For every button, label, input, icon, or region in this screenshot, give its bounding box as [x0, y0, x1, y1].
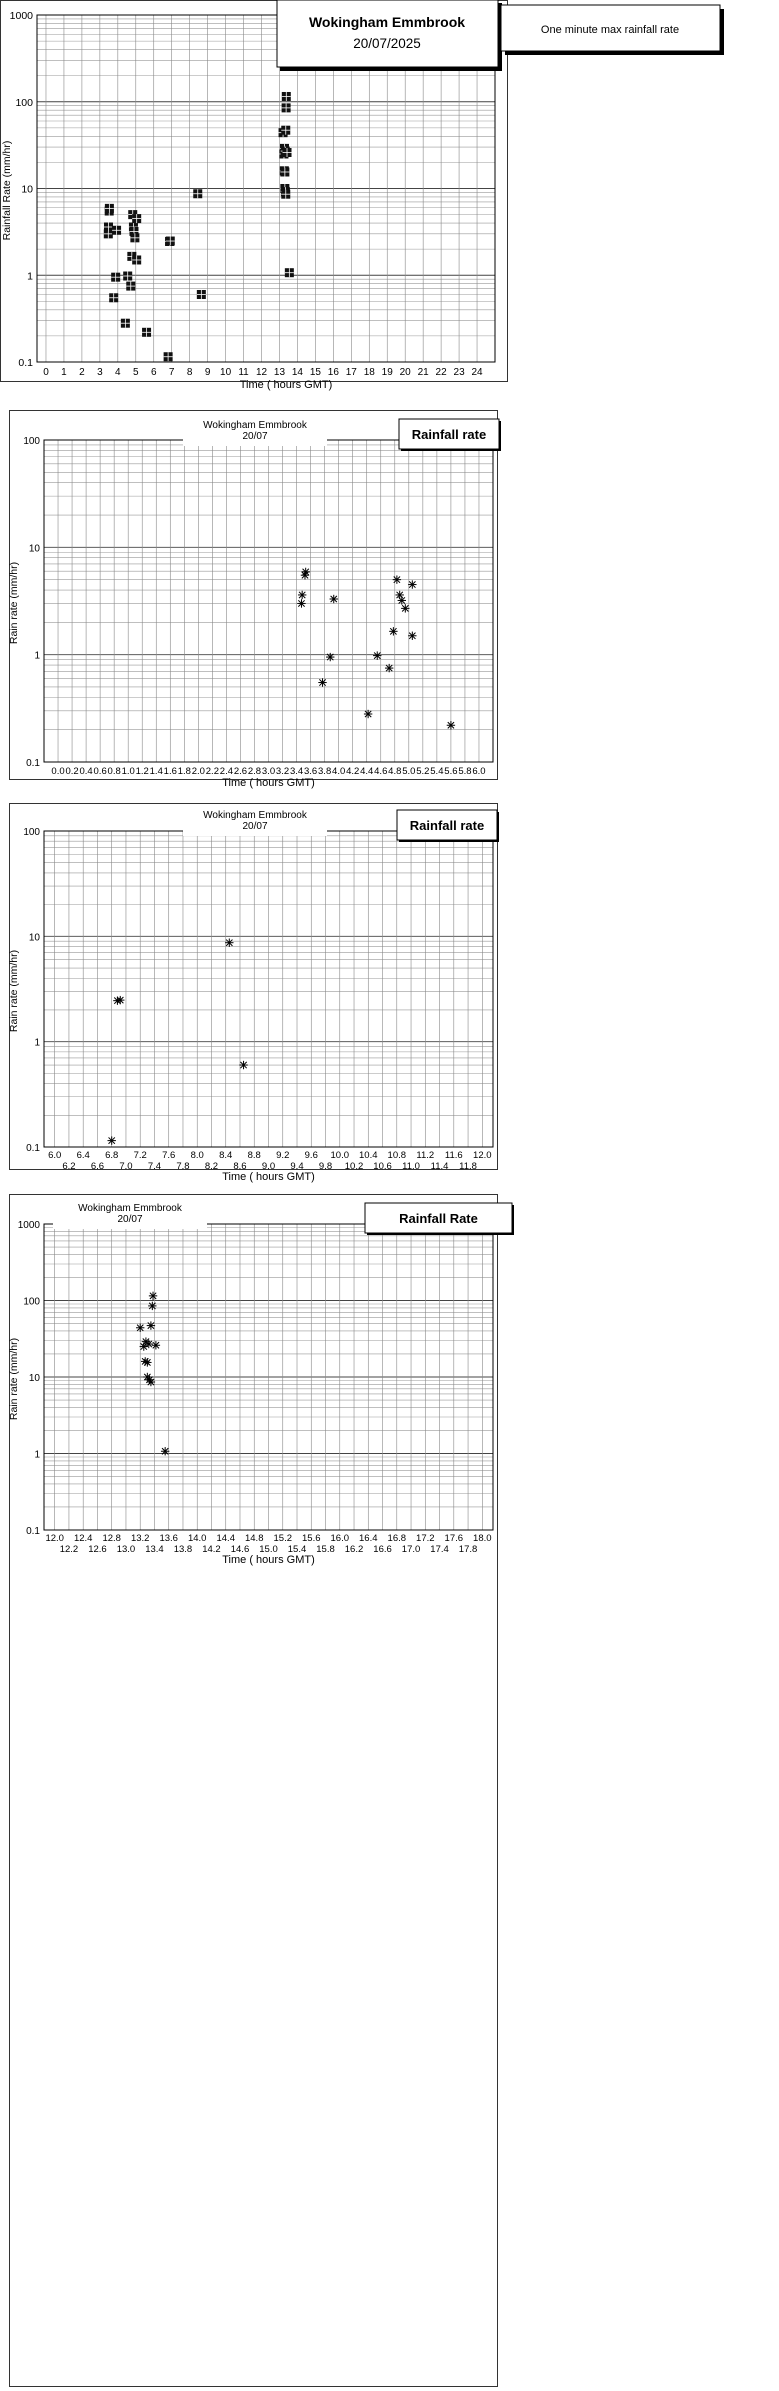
x-tick-label: 2.0: [191, 766, 205, 777]
x-tick-label: 8.2: [204, 1161, 219, 1172]
x-tick-label: 16.6: [373, 1544, 392, 1555]
x-tick-label: 2.4: [219, 766, 234, 777]
legend-box: [501, 5, 724, 55]
x-tick-label: 0.6: [93, 766, 107, 777]
date-label: 20/07: [242, 431, 268, 442]
x-tick-label: 11.0: [402, 1161, 420, 1172]
data-point: [389, 627, 397, 635]
x-tick-label: 10.2: [344, 1161, 364, 1172]
data-point: [142, 328, 151, 337]
data-point: [398, 596, 406, 604]
x-tick-label: 16.2: [344, 1544, 364, 1555]
x-axis-label: Time ( hours GMT): [222, 1171, 315, 1183]
x-tick-label: 16.4: [359, 1533, 378, 1544]
x-tick-label: 3: [97, 367, 103, 378]
chart-title: Rainfall rate: [411, 427, 487, 442]
data-point: [408, 632, 416, 640]
chart-title: Wokingham Emmbrook: [308, 14, 466, 30]
data-point: [121, 319, 130, 328]
date-label: 20/07: [117, 1214, 143, 1225]
x-tick-label: 2.8: [247, 766, 262, 777]
y-tick-label: 10: [28, 932, 40, 944]
x-tick-label: 14.0: [187, 1533, 207, 1544]
x-tick-label: 2: [79, 367, 85, 378]
data-point: [161, 1447, 169, 1455]
x-tick-label: 0.4: [79, 766, 93, 777]
x-tick-label: 18.0: [473, 1533, 492, 1544]
x-tick-label: 17.8: [458, 1544, 478, 1555]
data-point: [298, 591, 306, 599]
data-point: [132, 214, 141, 223]
data-point: [148, 1302, 156, 1310]
title-background: [277, 0, 498, 67]
x-tick-label: 20: [399, 367, 411, 378]
data-point: [147, 1378, 155, 1386]
x-tick-label: 4.4: [360, 766, 374, 777]
data-point: [385, 664, 393, 672]
chart-3: [8, 804, 499, 1184]
x-tick-label: 7.2: [133, 1150, 147, 1161]
x-tick-label: 5.2: [416, 766, 430, 777]
x-tick-label: 5: [133, 367, 139, 378]
x-tick-label: 11.8: [459, 1161, 477, 1172]
x-tick-label: 14.8: [244, 1533, 264, 1544]
x-tick-label: 0: [43, 367, 49, 378]
x-tick-label: 6: [150, 367, 157, 378]
x-tick-label: 10.6: [373, 1161, 392, 1172]
x-tick-label: 14.6: [230, 1544, 250, 1555]
chart-subtitle: 20/07/2025: [353, 36, 421, 51]
x-tick-label: 15.0: [259, 1544, 278, 1555]
x-tick-label: 13: [273, 367, 286, 378]
station-label: Wokingham Emmbrook: [78, 1203, 182, 1214]
x-tick-label: 12.0: [45, 1533, 64, 1544]
x-tick-label: 8.4: [219, 1150, 233, 1161]
x-tick-label: 15.8: [316, 1544, 335, 1555]
x-tick-label: 9.6: [304, 1150, 318, 1161]
x-tick-label: 1.8: [177, 766, 191, 777]
data-point: [301, 568, 309, 576]
data-point: [393, 575, 401, 583]
data-point: [281, 126, 290, 135]
data-point: [108, 1136, 116, 1144]
data-point: [126, 282, 135, 291]
x-tick-label: 24: [471, 367, 483, 378]
x-tick-label: 8.0: [190, 1150, 204, 1161]
data-point: [166, 237, 175, 246]
y-tick-label: 1000: [9, 10, 33, 22]
y-tick-label: 10: [28, 1373, 40, 1384]
x-tick-label: 21: [417, 367, 429, 378]
y-tick-label: 100: [23, 1296, 40, 1308]
data-point: [282, 92, 291, 101]
x-tick-label: 4.8: [388, 766, 402, 777]
x-tick-label: 15.4: [287, 1544, 307, 1555]
x-tick-label: 1.6: [163, 766, 177, 777]
data-point: [112, 226, 121, 235]
x-tick-label: 14: [291, 367, 303, 378]
data-point: [326, 653, 334, 661]
data-point: [239, 1061, 247, 1069]
x-tick-label: 5.0: [402, 766, 416, 777]
x-tick-label: 6.4: [76, 1150, 90, 1161]
title-box: [397, 810, 499, 842]
y-tick-label: 1: [34, 650, 40, 662]
station-label: Wokingham Emmbrook: [203, 810, 307, 821]
data-point: [143, 1358, 151, 1366]
data-point: [447, 721, 455, 729]
data-point: [408, 580, 416, 588]
chart-2: [8, 411, 501, 790]
date-label: 20/07: [242, 821, 268, 832]
x-tick-label: 3.4: [289, 766, 304, 777]
x-tick-label: 1.0: [121, 766, 135, 777]
x-tick-label: 4.6: [374, 766, 388, 777]
data-point: [145, 1340, 153, 1348]
x-tick-label: 6.0: [472, 766, 486, 777]
x-tick-label: 16.0: [330, 1533, 350, 1544]
x-tick-label: 19: [381, 367, 393, 378]
x-tick-label: 9: [204, 367, 211, 378]
y-tick-label: 100: [15, 96, 33, 109]
data-point: [152, 1341, 160, 1349]
data-point: [297, 599, 305, 607]
data-point: [280, 167, 289, 176]
y-tick-label: 1: [27, 270, 33, 283]
y-tick-label: 10: [21, 183, 33, 196]
data-point: [401, 604, 409, 612]
x-tick-label: 12.4: [73, 1533, 93, 1544]
y-tick-label: 1: [34, 1037, 40, 1049]
chart-title: Rainfall rate: [409, 818, 485, 833]
station-label: Wokingham Emmbrook: [203, 420, 307, 431]
y-axis-label: Rain rate (mm/hr): [8, 561, 20, 645]
x-tick-label: 3.2: [275, 766, 290, 777]
x-tick-label: 12.8: [102, 1533, 121, 1544]
x-tick-label: 4.0: [332, 766, 346, 777]
y-axis-label: Rain rate (mm/hr): [8, 1337, 20, 1421]
x-tick-label: 17.2: [416, 1533, 435, 1544]
x-tick-label: 5.6: [444, 766, 458, 777]
data-point: [225, 939, 233, 947]
data-point: [193, 189, 202, 198]
y-tick-label: 0.1: [26, 1143, 40, 1154]
y-tick-label: 0.1: [26, 758, 40, 769]
data-point: [149, 1292, 157, 1300]
y-tick-label: 1000: [17, 1220, 40, 1231]
x-tick-label: 12.0: [473, 1150, 492, 1161]
x-tick-label: 11: [238, 367, 249, 378]
x-tick-label: 9.8: [318, 1161, 333, 1172]
x-tick-label: 18: [363, 367, 375, 378]
x-tick-label: 17.0: [401, 1544, 421, 1555]
x-axis-label: Time ( hours GMT): [239, 379, 333, 391]
x-tick-label: 16: [327, 367, 339, 378]
x-tick-label: 15.6: [302, 1533, 321, 1544]
x-tick-label: 12: [255, 367, 268, 378]
x-tick-label: 15.2: [273, 1533, 293, 1544]
x-tick-label: 9.0: [261, 1161, 276, 1172]
x-tick-label: 2.6: [233, 766, 248, 777]
data-point: [283, 148, 292, 157]
x-tick-label: 10.4: [359, 1150, 378, 1161]
x-tick-label: 0.2: [65, 766, 79, 777]
x-tick-label: 10.0: [330, 1150, 350, 1161]
y-tick-label: 100: [23, 436, 40, 447]
data-point: [104, 222, 113, 231]
x-tick-label: 23: [453, 367, 465, 378]
x-axis-label: Time ( hours GMT): [222, 777, 315, 789]
data-point: [281, 190, 290, 199]
data-point: [116, 996, 124, 1004]
data-point: [132, 255, 141, 264]
x-tick-label: 9.2: [276, 1150, 290, 1161]
data-point: [197, 290, 206, 299]
data-point: [109, 293, 118, 302]
data-point: [130, 233, 139, 242]
x-tick-label: 7.6: [162, 1150, 176, 1161]
x-tick-label: 1: [61, 367, 67, 378]
x-axis-label: Time ( hours GMT): [222, 1554, 315, 1566]
x-tick-label: 7.8: [176, 1161, 190, 1172]
x-tick-label: 9.4: [290, 1161, 304, 1172]
y-tick-label: 100: [23, 827, 40, 838]
y-axis-label: Rainfall Rate (mm/hr): [1, 140, 13, 241]
x-tick-label: 1.2: [135, 766, 149, 777]
data-point: [147, 1321, 155, 1329]
x-tick-label: 13.2: [130, 1533, 150, 1544]
x-tick-label: 3.8: [318, 766, 332, 777]
x-tick-label: 6.6: [90, 1161, 105, 1172]
y-tick-label: 10: [28, 543, 40, 555]
x-tick-label: 5.8: [458, 766, 472, 777]
chart-4: [8, 1195, 514, 2387]
x-tick-label: 17.6: [444, 1533, 464, 1544]
x-tick-label: 14.2: [202, 1544, 221, 1555]
x-tick-label: 4.2: [346, 766, 360, 777]
x-tick-label: 8: [186, 367, 193, 378]
x-tick-label: 6.2: [62, 1161, 76, 1172]
data-point: [105, 204, 114, 213]
legend-text: One minute max rainfall rate: [540, 24, 680, 36]
x-tick-label: 8.6: [233, 1161, 247, 1172]
data-point: [136, 1324, 144, 1332]
title-box: [365, 1203, 514, 1235]
x-tick-label: 13.4: [145, 1544, 164, 1555]
x-tick-label: 13.6: [159, 1533, 178, 1544]
data-point: [145, 1376, 153, 1384]
x-tick-label: 7.4: [147, 1161, 162, 1172]
y-axis-label: Rain rate (mm/hr): [8, 949, 20, 1033]
x-tick-label: 11.4: [430, 1161, 449, 1172]
x-tick-label: 7.0: [119, 1161, 133, 1172]
x-tick-label: 1.4: [149, 766, 163, 777]
data-point: [285, 268, 294, 277]
title-box: [399, 419, 501, 451]
y-tick-label: 0.1: [26, 1526, 40, 1537]
x-tick-label: 17.4: [430, 1544, 449, 1555]
x-tick-label: 2.2: [205, 766, 219, 777]
x-tick-label: 6.0: [48, 1150, 62, 1161]
x-tick-label: 17: [345, 367, 357, 378]
x-tick-label: 6.8: [105, 1150, 119, 1161]
data-point: [330, 595, 338, 603]
y-tick-label: 1: [34, 1449, 40, 1461]
x-tick-label: 12.6: [88, 1544, 107, 1555]
x-tick-label: 11.6: [444, 1150, 463, 1161]
data-point: [282, 103, 291, 112]
x-tick-label: 0.0: [51, 766, 65, 777]
x-tick-label: 11.2: [416, 1150, 435, 1161]
y-tick-label: 0.1: [18, 357, 33, 369]
chart-1: [1, 0, 725, 391]
data-point: [364, 710, 372, 718]
x-tick-label: 4: [115, 367, 121, 378]
data-point: [123, 272, 132, 281]
x-tick-label: 10.8: [387, 1150, 407, 1161]
x-tick-label: 13.8: [173, 1544, 193, 1555]
data-point: [111, 273, 120, 282]
x-tick-label: 22: [435, 367, 447, 378]
x-tick-label: 13.0: [116, 1544, 136, 1555]
x-tick-label: 7: [168, 367, 175, 378]
x-tick-label: 3.0: [261, 766, 276, 777]
data-point: [318, 678, 326, 686]
x-tick-label: 14.4: [216, 1533, 235, 1544]
title-box: [277, 0, 502, 71]
x-tick-label: 12.2: [59, 1544, 79, 1555]
x-tick-label: 8.8: [247, 1150, 261, 1161]
x-tick-label: 10: [220, 367, 232, 378]
data-point: [164, 352, 173, 361]
x-tick-label: 15: [309, 367, 321, 378]
x-tick-label: 5.4: [430, 766, 444, 777]
data-point: [373, 651, 381, 659]
chart-title: Rainfall Rate: [399, 1211, 478, 1226]
x-tick-label: 3.6: [303, 766, 318, 777]
x-tick-label: 16.8: [387, 1533, 407, 1544]
x-tick-label: 0.8: [107, 766, 121, 777]
